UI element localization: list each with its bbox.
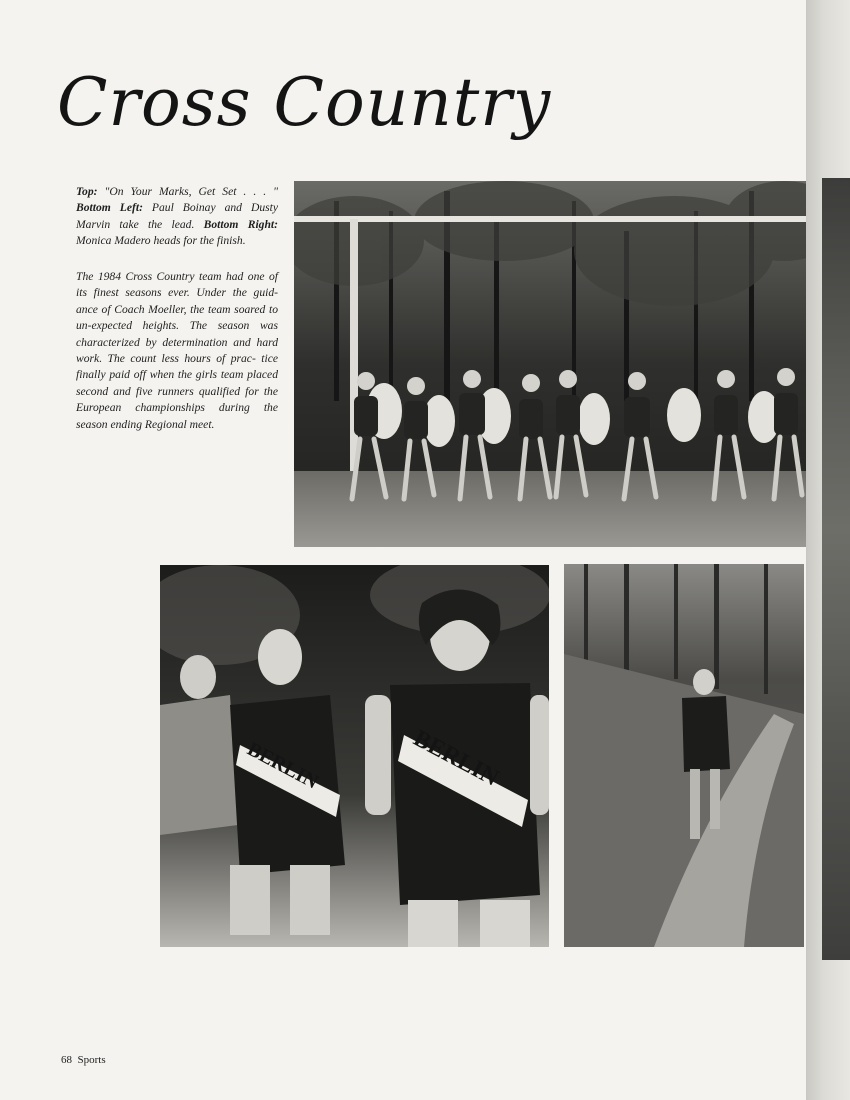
adjacent-page-photo [822, 178, 850, 960]
jersey-lettering-left: BERLIN [243, 737, 322, 794]
page-title: Cross Country [57, 64, 552, 141]
caption-bottom-right-label: Bottom Right: [203, 217, 279, 231]
page-footer [61, 1054, 106, 1066]
lead-runners-photo [160, 565, 549, 947]
finish-runner-photo [564, 564, 804, 947]
section-name: Sports [77, 1054, 106, 1066]
page-number: 68 [61, 1054, 72, 1066]
caption-top-text: "On Your Marks, Get Set . . . " [97, 185, 278, 198]
jersey-lettering-right: BERLIN [409, 725, 503, 792]
caption-bottom-left-label: Bottom Left: [76, 201, 143, 215]
race-start-photo [294, 181, 806, 547]
article-body: The 1984 Cross Country team had one of its finest seasons ever. Under the guid- ance of Coach Moeller, the team soared to un-expected heights. The season was characterized by determination and hard work. The count less hours of prac- tice finally paid off when the girls team placed second and five runners qualified for the European championships during the season ending Regional meet. [76, 270, 278, 431]
caption-bottom-left-text: Paul Boinay and Dusty Marvin take the lead. [76, 201, 278, 231]
caption-top-label: Top: [76, 185, 98, 198]
photo-caption [76, 184, 278, 250]
caption-bottom-right-text: Monica Madero heads for the finish. [76, 234, 246, 248]
